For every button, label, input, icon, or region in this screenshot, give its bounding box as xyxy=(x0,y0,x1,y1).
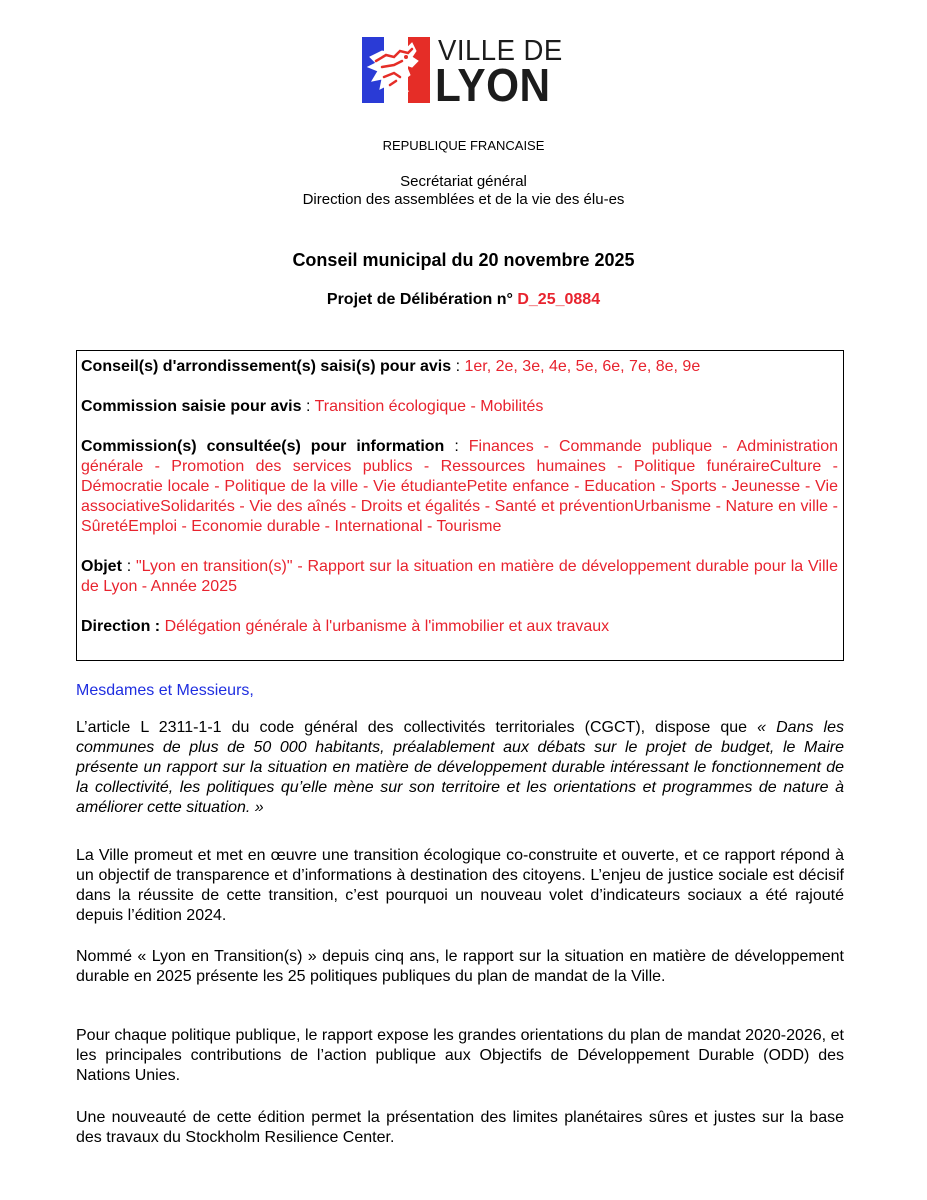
ville-de-lyon-logo xyxy=(362,35,563,111)
direction-label: Direction : xyxy=(81,618,161,635)
object-value: "Lyon en transition(s)" - Rapport sur la situation en matière de développement durable pour la Ville de Lyon - Année 2025 xyxy=(81,558,838,595)
commission-label: Commission saisie pour avis xyxy=(81,398,302,415)
commission-value: Transition écologique - Mobilités xyxy=(314,398,544,415)
paragraph-transition: La Ville promeut et met en œuvre une transition écologique co-construite et ouverte, et ce rapport répond à un objectif de transparence et d’informations à destination des citoyens. L’enjeu de justice sociale est décisif dans la réussite de cette transition, c’est pourquoi un nouveau volet d’indicateurs sociaux a été rajouté depuis l’édition 2024. xyxy=(76,847,844,924)
logo-lyon-text: LYON xyxy=(435,59,551,111)
consulted-value: Finances - Commande publique - Administration générale - Promotion des services publics - Ressources humaines - Politique funéraireCulture - Démocratie locale - Politique de la ville - Vie étudiantePetite enfance - Education - Sports - Jeunesse - Vie associativeSolidarités - Vie des aînés - Droits et égalités - Santé et préventionUrbanisme - Nature en ville - SûretéEmploi - Economie durable - International - Tourisme xyxy=(81,438,838,535)
consulted-label: Commission(s) consultée(s) pour information xyxy=(81,438,445,455)
paragraph-planetary-limits: Une nouveauté de cette édition permet la présentation des limites planétaires sûres et justes sur la base des travaux du Stockholm Resilience Center. xyxy=(76,1109,844,1146)
paragraph-cgct-intro: L’article L 2311-1-1 du code général des collectivités territoriales (CGCT), dispose que xyxy=(76,719,758,736)
direction-value: Délégation générale à l'urbanisme à l'immobilier et aux travaux xyxy=(164,618,610,635)
paragraph-odd: Pour chaque politique publique, le rapport expose les grandes orientations du plan de mandat 2020-2026, et les principales contributions de l’action publique aux Objectifs de Développement Durable (ODD) des Nations Unies. xyxy=(76,1027,844,1084)
direction-row xyxy=(81,617,838,637)
arrondissements-row: Conseil(s) d'arrondissement(s) saisi(s) pour avis : 1er, 2e, 3e, 4e, 5e, 6e, 7e, 8e, 9e xyxy=(81,358,701,375)
consulted-row: Commission(s) consultée(s) pour information : Finances - Commande publique - Administration générale - Promotion des services publics - Ressources humaines - Politique funéraireCulture - Démocratie locale - Politique de la ville - Vie étudiantePetite enfance - Education - Sports - Jeunesse - Vie associativeSolidarités - Vie des aînés - Droits et égalités - Santé et préventionUrbanisme - Nature en ville - SûretéEmploi - Economie durable - International - Tourisme xyxy=(81,438,838,535)
project-number: D_25_0884 xyxy=(517,291,601,308)
paragraph-cgct xyxy=(76,718,844,818)
project-title xyxy=(0,291,927,309)
direction-line: Direction des assemblées et de la vie des élu-es xyxy=(302,191,625,208)
lyon-lion-flag-icon xyxy=(362,37,430,103)
object-row: Objet : "Lyon en transition(s)" - Rapport sur la situation en matière de développement durable pour la Ville de Lyon - Année 2025 xyxy=(81,558,838,595)
commission-row: Commission saisie pour avis : Transition écologique - Mobilités xyxy=(81,398,544,415)
council-title: Conseil municipal du 20 novembre 2025 xyxy=(292,250,635,270)
deliberation-info-box xyxy=(76,350,844,661)
secretariat-line: Secrétariat général xyxy=(400,173,527,190)
arrondissements-value: 1er, 2e, 3e, 4e, 5e, 6e, 7e, 8e, 9e xyxy=(464,358,701,375)
republic-header: REPUBLIQUE FRANCAISE xyxy=(382,138,545,153)
object-label: Objet xyxy=(81,558,122,575)
paragraph-report-name: Nommé « Lyon en Transition(s) » depuis cinq ans, le rapport sur la situation en matière de développement durable en 2025 présente les 25 politiques publiques du plan de mandat de la Ville. xyxy=(76,948,844,985)
arrondissements-label: Conseil(s) d'arrondissement(s) saisi(s) pour avis xyxy=(81,358,452,375)
paragraph-cgct-quote: « Dans les communes de plus de 50 000 habitants, préalablement aux débats sur le projet de budget, le Maire présente un rapport sur la situation en matière de développement durable intéressant le fonctionnement de la collectivité, les politiques qu’elle mène sur son territoire et les orientations et programmes de nature à améliorer cette situation. » xyxy=(76,719,845,816)
logo-ville-de-text: VILLE DE xyxy=(438,35,563,67)
department-block xyxy=(0,173,927,209)
project-label: Projet de Délibération n° xyxy=(326,291,513,308)
greeting: Mesdames et Messieurs, xyxy=(76,682,254,699)
